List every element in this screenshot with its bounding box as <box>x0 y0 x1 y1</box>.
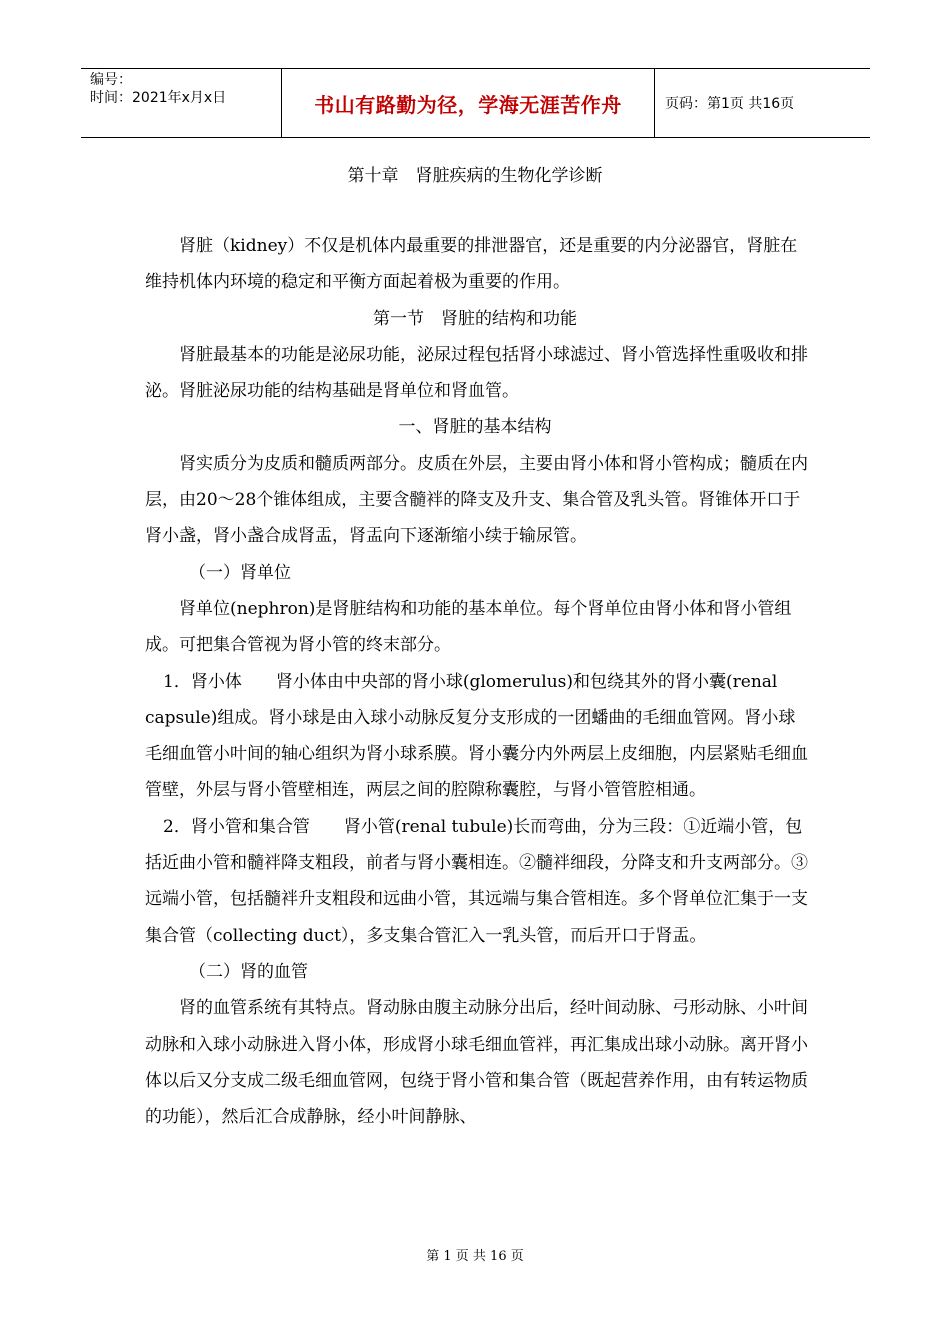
part1-title: （一）肾单位 <box>189 562 291 583</box>
vessel-paragraph: 肾的血管系统有其特点。肾动脉由腹主动脉分出后，经叶间动脉、弓形动脉、小叶间动脉和入球小动脉进入肾小体，形成肾小球毛细血管袢，再汇集成出球小动脉。离开肾小体以后又分支成二级毛细血管网，包绕于肾小管和集合管（既起营养作用，由有转运物质的功能），然后汇合成静脉，经小叶间静脉、 <box>145 998 808 1128</box>
header-meta-cell <box>81 69 282 137</box>
header-table <box>81 68 870 138</box>
page-footer: 第 1 页 共 16 页 <box>426 1249 524 1264</box>
section1-paragraph: 肾脏最基本的功能是泌尿功能，泌尿过程包括肾小球滤过、肾小管选择性重吸收和排泌。肾脏泌尿功能的结构基础是肾单位和肾血管。 <box>145 344 808 402</box>
nephron-paragraph: 肾单位(nephron)是肾脏结构和功能的基本单位。每个肾单位由肾小体和肾小管组成。可把集合管视为肾小管的终末部分。 <box>145 598 792 656</box>
part2-title: （二）肾的血管 <box>189 961 308 982</box>
number-label: 编号： <box>90 72 132 88</box>
item2-paragraph: 2．肾小管和集合管 肾小管(renal tubule)长而弯曲，分为三段：①近端小管，包括近曲小管和髓袢降支粗段，前者与肾小囊相连。②髓袢细段，分降支和升支两部分。③远端小管，包括髓袢升支粗段和远曲小管，其远端与集合管相连。多个肾单位汇集于一支集合管（collecting duct），多支集合管汇入一乳头管，而后开口于肾盂。 <box>145 816 808 946</box>
header-page-cell <box>655 69 870 137</box>
item1-paragraph: 1．肾小体 肾小体由中央部的肾小球(glomerulus)和包绕其外的肾小囊(renal capsule)组成。肾小球是由入球小动脉反复分支形成的一团蟠曲的毛细血管网。肾小球毛细血管小叶间的轴心组织为肾小球系膜。肾小囊分内外两层上皮细胞，内层紧贴毛细血管壁，外层与肾小管壁相连，两层之间的腔隙称囊腔，与肾小管管腔相通。 <box>145 671 808 801</box>
chapter-title: 第十章 肾脏疾病的生物化学诊断 <box>347 166 603 186</box>
structure-paragraph: 肾实质分为皮质和髓质两部分。皮质在外层，主要由肾小体和肾小管构成；髓质在内层，由20～28个锥体组成，主要含髓袢的降支及升支、集合管及乳头管。肾锥体开口于肾小盏，肾小盏合成肾盂，肾盂向下逐渐缩小续于输尿管。 <box>145 453 808 547</box>
page-info: 页码：第1页 共16页 <box>665 96 795 112</box>
header-motto-cell <box>282 69 655 137</box>
document-body <box>145 228 810 1135</box>
section1-title: 第一节 肾脏的结构和功能 <box>373 308 577 329</box>
time-label: 时间：2021年x月x日 <box>90 90 227 106</box>
motto-text: 书山有路勤为径，学海无涯苦作舟 <box>314 92 622 117</box>
intro-paragraph: 肾脏（kidney）不仅是机体内最重要的排泄器官，还是重要的内分泌器官，肾脏在维持机体内环境的稳定和平衡方面起着极为重要的作用。 <box>145 236 798 293</box>
subsection1-title: 一、肾脏的基本结构 <box>398 417 552 438</box>
